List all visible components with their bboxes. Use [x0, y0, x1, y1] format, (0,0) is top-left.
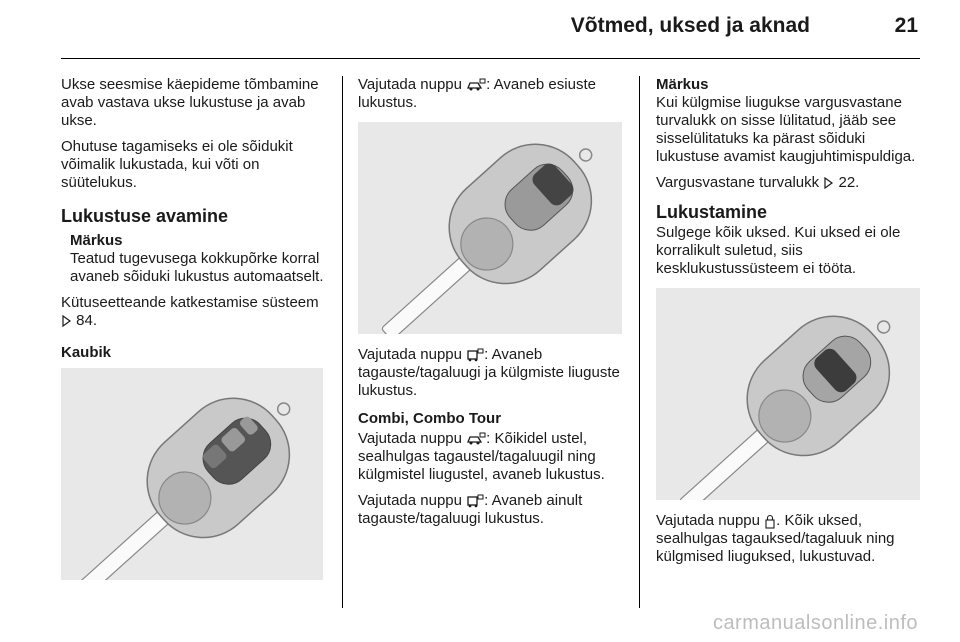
- column-2: [358, 76, 626, 536]
- paragraph-rear-unlock: [358, 346, 626, 400]
- rear-only-pre: Vajutada nuppu: [358, 492, 462, 509]
- section-heading-locking: Lukustamine: [656, 202, 768, 222]
- car-front-unlock-icon: [466, 432, 486, 446]
- lock-all-post: . Kõik uksed, sealhulgas tagauksed/tagaluuk ning külgmised liuguksed, lukustuvad.: [656, 512, 895, 565]
- antitheft-ref-text: Vargusvastane turvalukk: [656, 174, 820, 191]
- page-title: Võtmed, uksed ja aknad: [570, 14, 810, 37]
- section-heading-unlocking: Lukustuse avamine: [61, 206, 229, 226]
- key-fob-illustration-3: [656, 288, 920, 500]
- triangle-ref-icon: [61, 315, 72, 327]
- subheading-combi: Combi, Combo Tour: [358, 410, 502, 427]
- paragraph-front-unlock: [358, 76, 626, 112]
- front-unlock-pre: Vajutada nuppu: [358, 76, 462, 93]
- note-text: Teatud tugevusega kokkupõrke korral avaneb sõiduki lukustus automaatselt.: [70, 250, 324, 285]
- key-fob-image-2: [358, 122, 622, 334]
- key-fob-illustration-2: [358, 122, 622, 334]
- lock-all-pre: Vajutada nuppu: [656, 512, 760, 529]
- paragraph-close-doors: Sulgege kõik uksed. Kui uksed ei ole korralikult suletud, siis kesklukustussüsteem ei tööta.: [656, 224, 901, 277]
- note-block-3: [656, 76, 926, 166]
- car-rear-unlock-icon: [466, 348, 484, 362]
- column-divider-2: [639, 76, 640, 608]
- paragraph-safety: Ohutuse tagamiseks ei ole sõidukit võimalik lukustada, kui võti on süütelukus.: [61, 138, 293, 191]
- rear-only-post: : Avaneb ainult tagauste/tagaluugi lukustus.: [358, 492, 583, 527]
- rear-unlock-post: : Avaneb tagauste/tagaluugi ja külgmiste liuguste lukustus.: [358, 346, 620, 399]
- column-divider-1: [342, 76, 343, 608]
- paragraph-fuel-cutoff: [61, 294, 331, 330]
- paragraph-rear-only-unlock: [358, 492, 626, 528]
- subheading-kaubik: Kaubik: [61, 344, 112, 361]
- watermark: carmanualsonline.info: [712, 612, 918, 634]
- all-unlock-pre: Vajutada nuppu: [358, 430, 462, 447]
- triangle-ref-icon: [823, 177, 834, 189]
- key-fob-image: [61, 368, 323, 580]
- key-fob-illustration: [61, 368, 323, 580]
- fuel-cutoff-text: Kütuseetteande katkestamise süsteem: [61, 294, 319, 311]
- header-rule: [61, 58, 920, 59]
- note-label: Märkus: [656, 76, 709, 93]
- car-rear-unlock-icon: [466, 494, 484, 508]
- column-1: [61, 76, 331, 580]
- page-reference[interactable]: 84.: [76, 312, 98, 329]
- paragraph-all-unlock: [358, 430, 626, 484]
- column-3: [656, 76, 926, 574]
- rear-unlock-pre: Vajutada nuppu: [358, 346, 462, 363]
- key-fob-image-3: [656, 288, 920, 500]
- note-text: Kui külgmise liugukse vargusvastane turvalukk on sisse lülitatud, jääb see sisselülitatuks ka pärast sõiduki lukustuse avamist kaugjuhtimispuldiga.: [656, 94, 916, 165]
- padlock-icon: [764, 514, 776, 529]
- paragraph-lock-all: [656, 512, 926, 566]
- note-label: Märkus: [70, 232, 123, 249]
- paragraph-door-handle: Ukse seesmise käepideme tõmbamine avab vastava ukse lukustuse ja avab ukse.: [61, 76, 319, 129]
- page-number: 21: [894, 14, 918, 37]
- paragraph-antitheft-ref: [656, 174, 926, 192]
- front-unlock-post: : Avaneb esiuste lukustus.: [358, 76, 596, 111]
- car-front-unlock-icon: [466, 78, 486, 92]
- page-reference[interactable]: 22.: [838, 174, 860, 191]
- note-block: [70, 232, 331, 286]
- all-unlock-post: : Kõikidel ustel, sealhulgas tagaustel/tagaluugil ning külgmistel liugustel, avaneb lukustus.: [358, 430, 605, 483]
